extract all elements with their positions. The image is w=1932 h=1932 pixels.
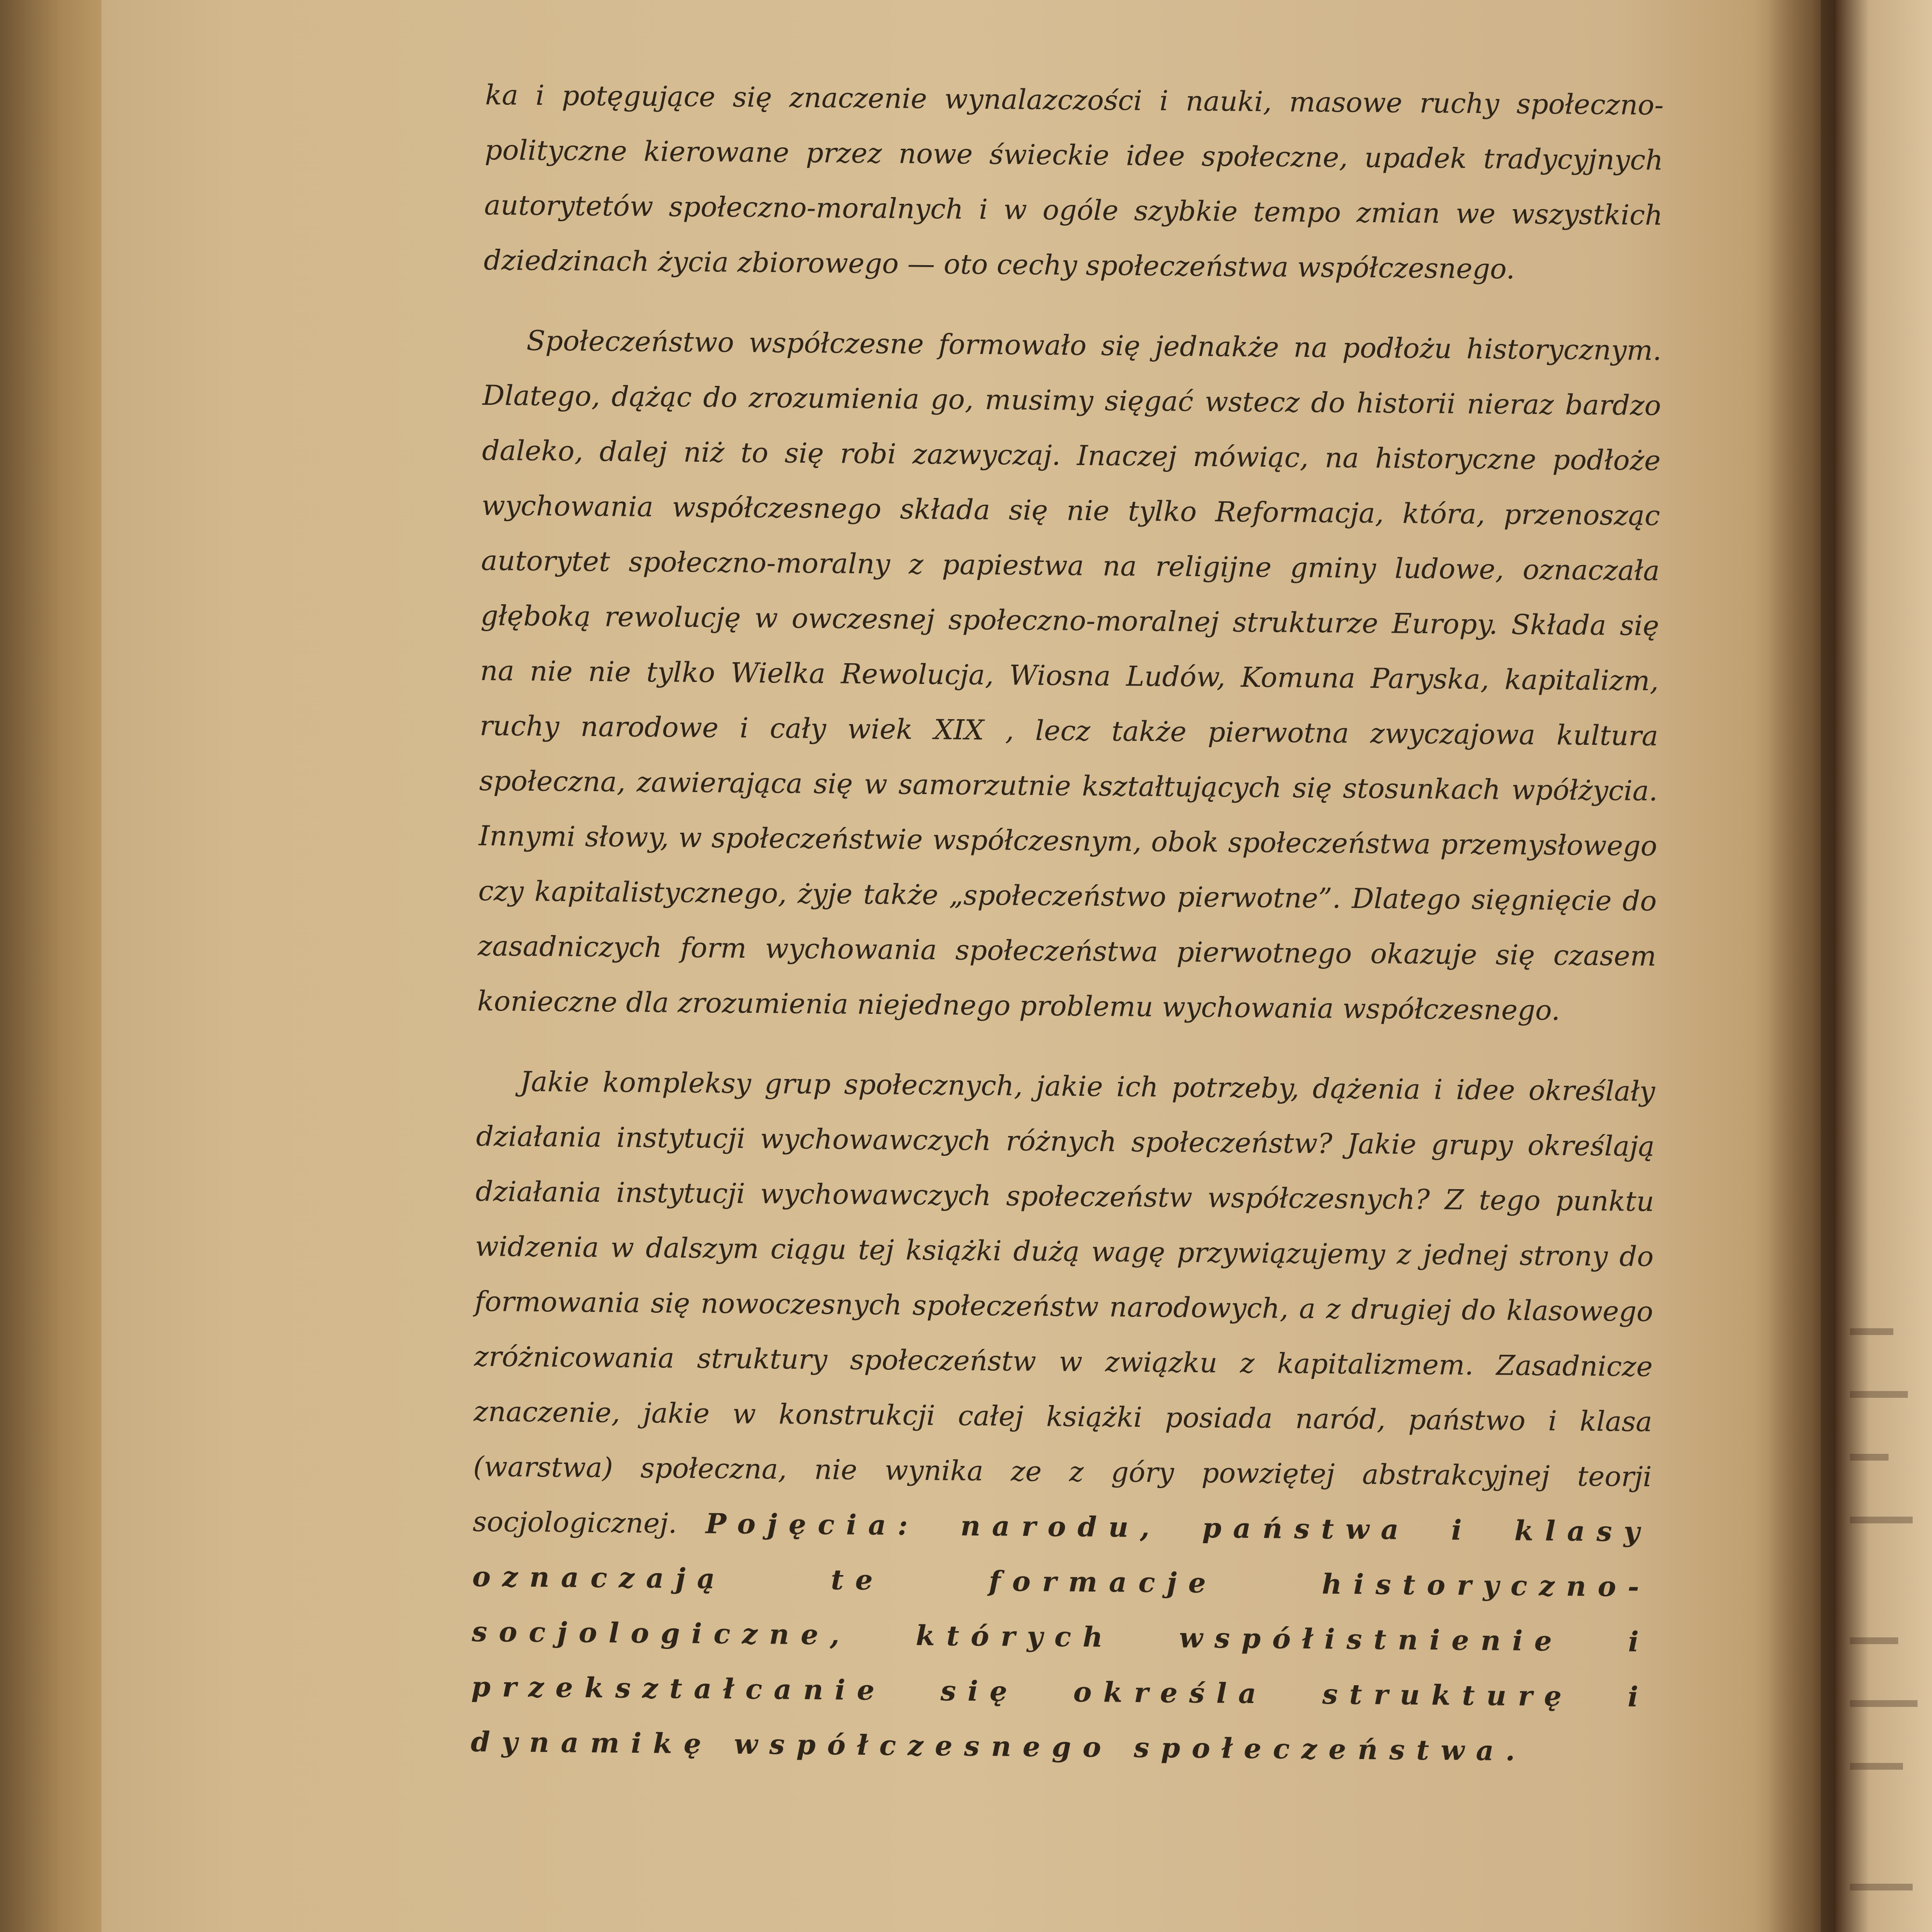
facing-page-text-fragment — [1850, 1637, 1898, 1644]
facing-page-text-fragment — [1850, 1328, 1893, 1335]
page-text — [470, 68, 1664, 1780]
facing-page-edge — [1835, 0, 1932, 1932]
paragraph-3-spaced-emphasis: Pojęcia: narodu, państwa i klasy oznaczają te formacje historyczno-socjologiczne, których współistnienie i przekształcanie się określa strukturę i dynamikę współczesnego społeczeństwa. — [470, 1507, 1651, 1767]
book-gutter-shadow — [1768, 0, 1840, 1932]
paragraph-2: Społeczeństwo współczesne formowało się jednakże na podłożu historycznym. Dlatego, dążąc do zrozumienia go, musimy sięgać wstecz do historii nieraz bardzo daleko, dalej niż to się robi zazwyczaj. Inaczej mówiąc, na historyczne podłoże wychowania współczesnego składa się nie tylko Reformacja, która, przenosząc autorytet społeczno-moralny z papiestwa na religijne gminy ludowe, oznaczała głęboką rewolucję w owczesnej społeczno-moralnej strukturze Europy. Składa się na nie nie tylko Wielka Rewolucja, Wiosna Ludów, Komuna Paryska, kapitalizm, ruchy narodowe i cały wiek XIX , lecz także pierwotna zwyczajowa kultura społeczna, zawierająca się w samorzutnie kształtujących się stosunkach wpółżycia. Innymi słowy, w społeczeństwie współczesnym, obok społeczeństwa przemysłowego czy kapitalistycznego, żyje także „społeczeństwo pierwotne”. Dlatego sięgnięcie do zasadniczych form wychowania społeczeństwa pierwotnego okazuje się czasem konieczne dla zrozumienia niejednego problemu wychowania współczesnego. — [477, 325, 1662, 1027]
facing-page-text-fragment — [1850, 1763, 1903, 1770]
paragraph-3 — [470, 1054, 1655, 1780]
facing-page-text-fragment — [1850, 1517, 1913, 1523]
facing-page-text-fragment — [1850, 1454, 1889, 1461]
facing-page-text-fragment — [1850, 1700, 1918, 1707]
facing-page-text-fragment — [1850, 1884, 1913, 1890]
page-edge-left — [0, 0, 111, 1932]
paragraph-3-body: Jakie kompleksy grup społecznych, jakie ich potrzeby, dążenia i idee określały działania instytucji wychowawczych różnych społeczeństw? Jakie grupy określają działania instytucji wychowawczych społeczeństw współczesnych? Z tego punktu widzenia w dalszym ciągu tej książki dużą wagę przywiązujemy z jednej strony do formowania się nowoczesnych społeczeństw narodowych, a z drugiej do klasowego zróżnicowania struktury społeczeństw w związku z kapitalizmem. Zasadnicze znaczenie, jakie w konstrukcji całej książki posiada naród, państwo i klasa (warstwa) społeczna, nie wynika ze z góry powziętej abstrakcyjnej teorji socjologicznej. — [472, 1065, 1655, 1540]
paragraph-1: ka i potęgujące się znaczenie wynalazczości i nauki, masowe ruchy społeczno-polityczne kierowane przez nowe świeckie idee społeczne, upadek tradycyjnych autorytetów społeczno-moralnych i w ogóle szybkie tempo zmian we wszystkich dziedzinach życia zbiorowego — oto cechy społeczeństwa współczesnego. — [483, 79, 1664, 285]
facing-page-text-fragment — [1850, 1391, 1908, 1398]
